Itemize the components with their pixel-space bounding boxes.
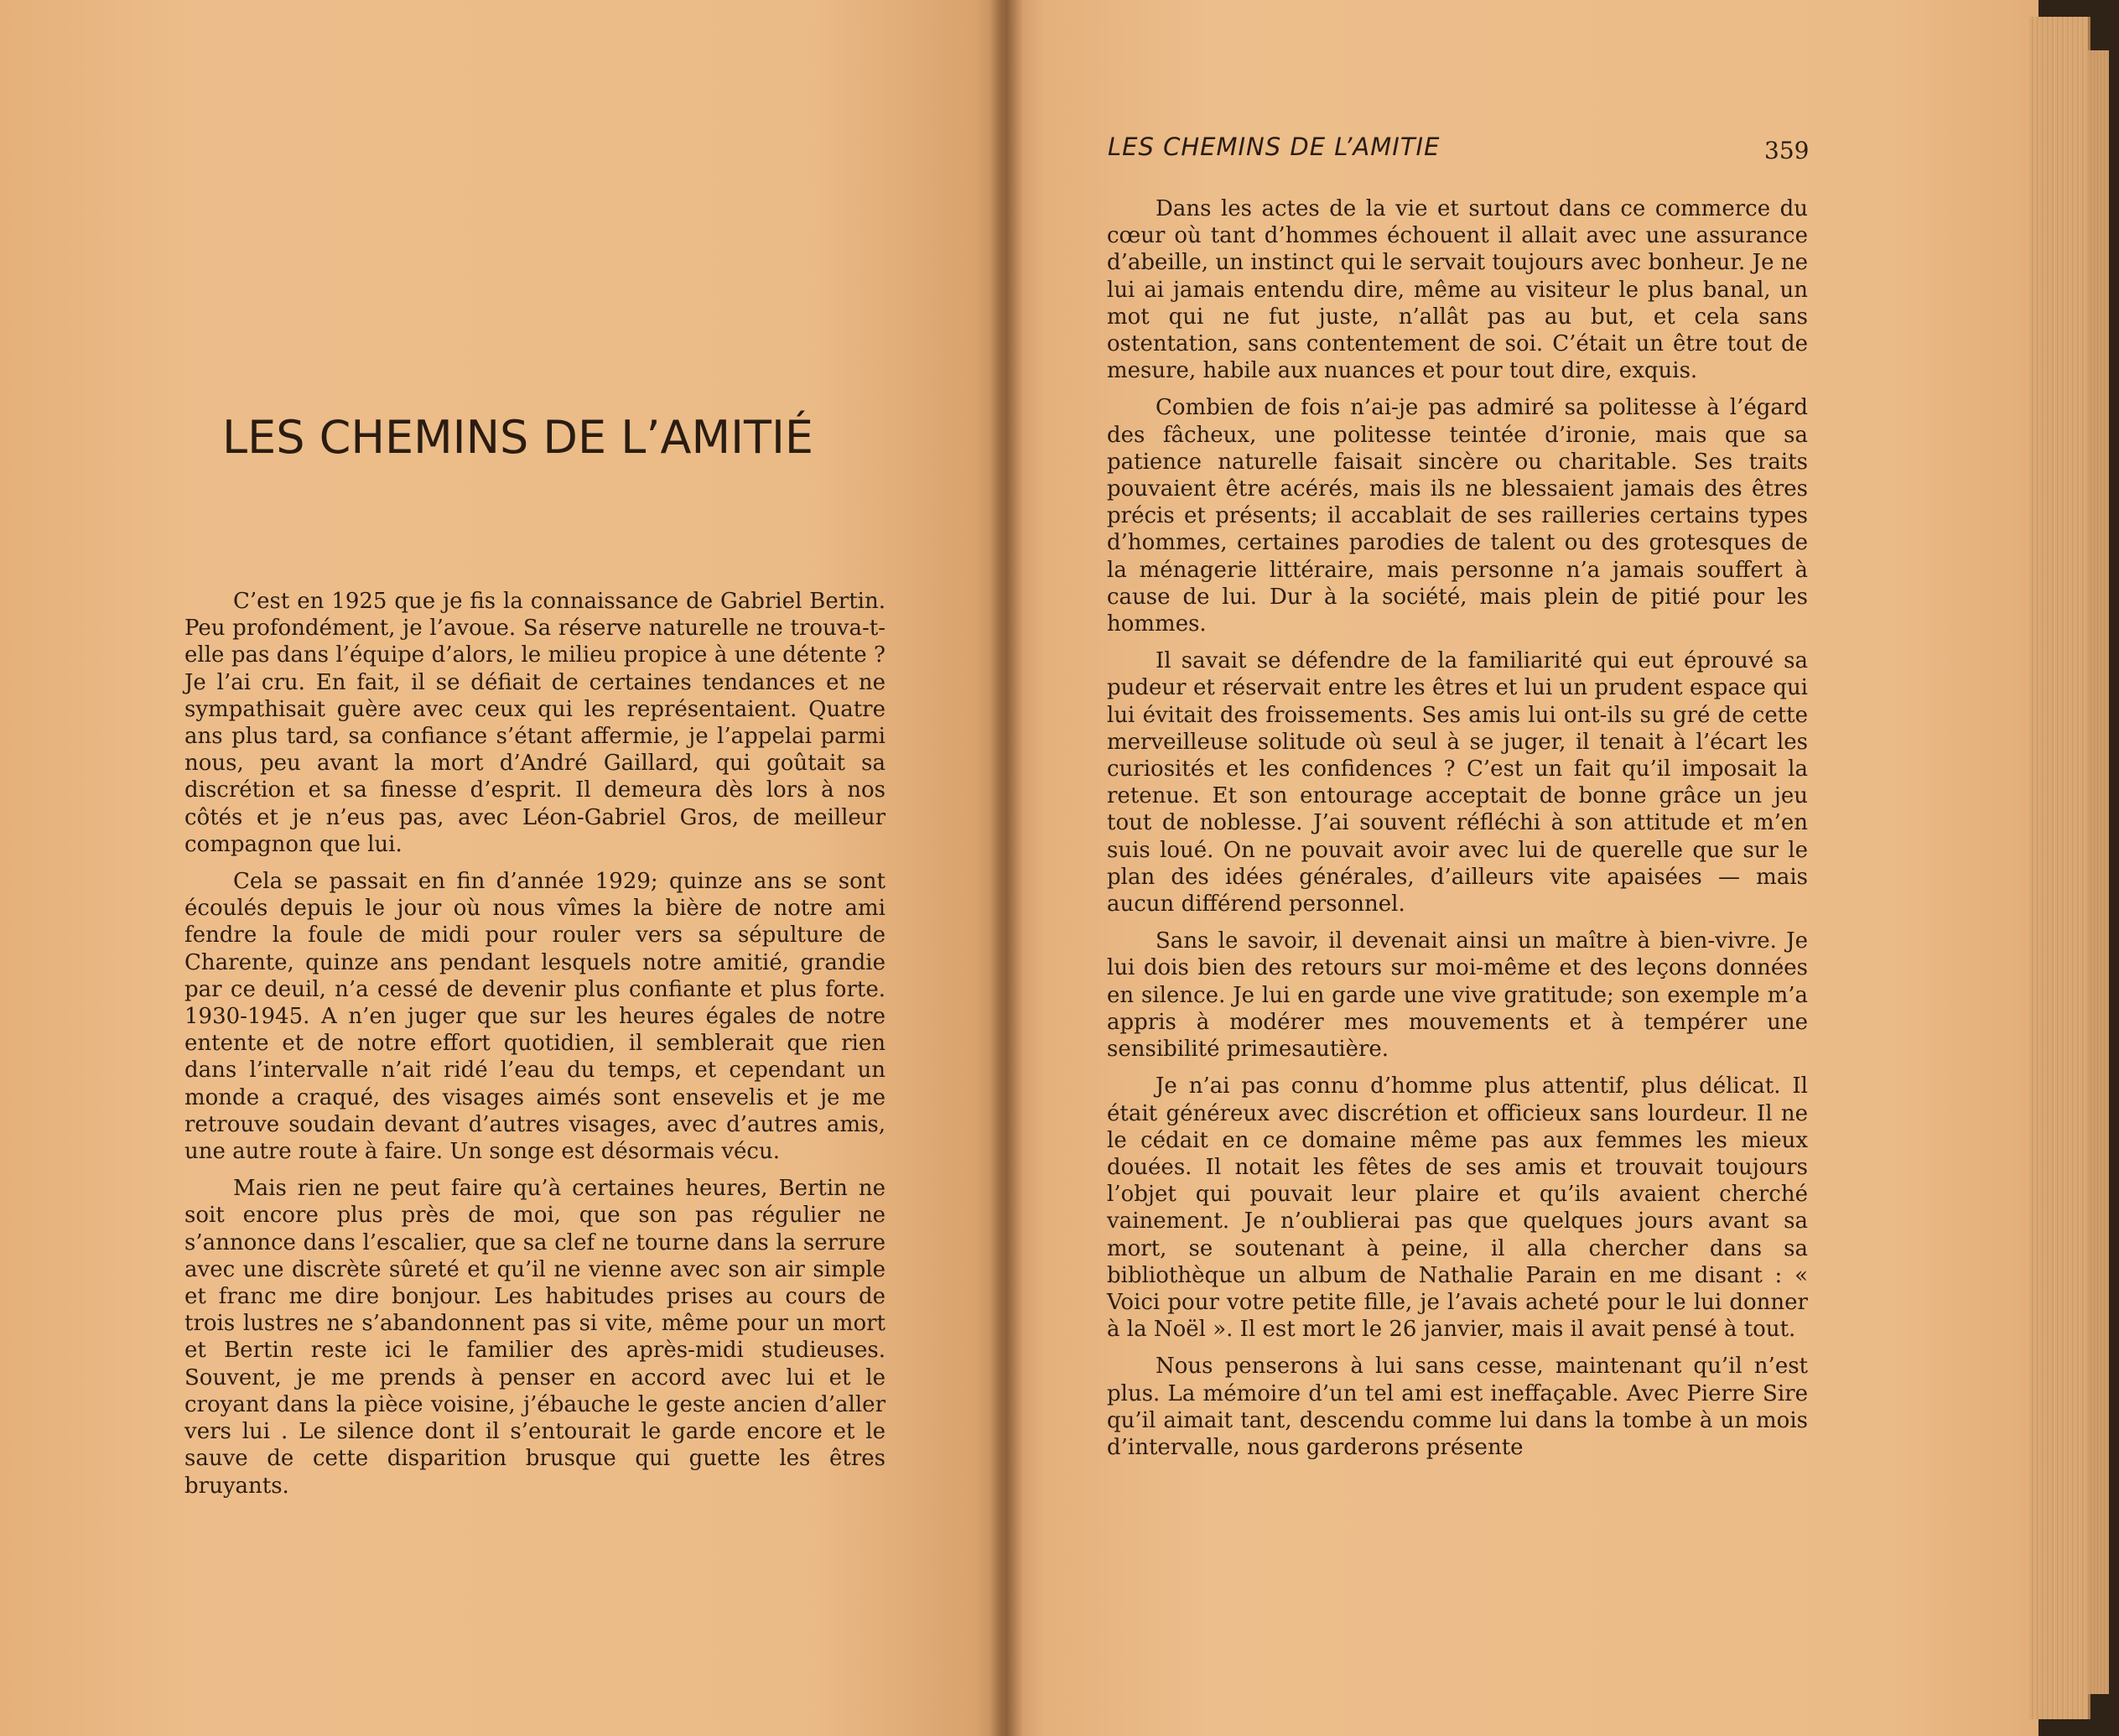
right-paragraph-1: Dans les actes de la vie et surtout dans ce commerce du cœur où tant d’hommes échouent il allait avec une assurance d’abeille, un instinct qui le servait toujours avec bonheur. Je ne lui ai jamais entendu dire, même au visiteur le plus banal, un mot qui ne fut juste, n’allât pas au but, et cela sans ostentation, sans contentement de soi. C’était un être tout de mesure, habile aux nuances et pour tout dire, exquis. <box>1107 196 1808 384</box>
right-paragraph-2: Combien de fois n’ai-je pas admiré sa politesse à l’égard des fâcheux, une politesse teintée d’ironie, mais que sa patience naturelle faisait sincère ou charitable. Ses traits pouvaient être acérés, mais ils ne blessaient jamais des êtres précis et présents; il accablait de ses railleries certains types d’hommes, certaines parodies de talent ou des grotesques de la ménagerie littéraire, mais personne n’a jamais souffert à cause de lui. Dur à la société, mais plein de pitié pour les hommes. <box>1107 395 1808 637</box>
left-paragraph-3: Mais rien ne peut faire qu’à certaines heures, Bertin ne soit encore plus près de moi, que son pas régulier ne s’annonce dans l’escalier, que sa clef ne tourne dans la serrure avec une discrète sûreté et qu’il ne vienne avec son air simple et franc me dire bonjour. Les habitudes prises au cours de trois lustres ne s’abandonnent pas si vite, même pour un mort et Bertin reste ici le familier des après-midi studieuses. Souvent, je me prends à penser en accord avec lui et le croyant dans la pièce voisine, j’ébauche le geste ancien d’aller vers lui . Le silence dont il s’entourait le garde encore et le sauve de cette disparition brusque qui guette les êtres bruyants. <box>184 1176 886 1499</box>
right-paragraph-5: Je n’ai pas connu d’homme plus attentif, plus délicat. Il était généreux avec discrétion et officieux sans lourdeur. Il ne le cédait en ce domaine même pas aux femmes les mieux douées. Il notait les fêtes de ses amis et trouvait toujours l’objet qui pouvait leur plaire et qu’ils avaient cherché vainement. Je n’oublierai pas que quelques jours avant sa mort, se soutenant à peine, il alla chercher dans sa bibliothèque un album de Nathalie Parain en me disant : « Voici pour votre petite fille, je l’avais acheté pour le lui donner à la Noël ». Il est mort le 26 janvier, mais il avait pensé à tout. <box>1107 1073 1808 1343</box>
left-paragraph-2: Cela se passait en fin d’année 1929; quinze ans se sont écoulés depuis le jour où nous vîmes la bière de notre ami fendre la foule de midi pour rouler vers sa sépulture de Charente, quinze ans pendant lesquels notre amitié, grandie par ce deuil, n’a cessé de devenir plus confiante et plus forte. 1930-1945. A n’en juger que sur les heures égales de notre entente et de notre effort quotidien, il semblerait que rien dans l’intervalle n’ait ridé l’eau du temps, et cependant un monde a craqué, des visages aimés sont ensevelis et je me retrouve soudain devant d’autres visages, avec d’autres amis, une autre route à faire. Un songe est désormais vécu. <box>184 869 886 1165</box>
left-paragraph-1: C’est en 1925 que je fis la connaissance de Gabriel Bertin. Peu profondément, je l’avoue. Sa réserve naturelle ne trouva-t-elle pas dans l’équipe d’alors, le milieu propice à une détente ? Je l’ai cru. En fait, il se défiait de certaines tendances et ne sympathisait guère avec ceux qui les représentaient. Quatre ans plus tard, sa confiance s’étant affermie, je l’appelai parmi nous, peu avant la mort d’André Gaillard, qui goûtait sa discrétion et sa finesse d’esprit. Il demeura dès lors à nos côtés et je n’eus pas, avec Léon-Gabriel Gros, de meilleur compagnon que lui. <box>184 589 886 857</box>
right-page-body <box>1107 195 1808 1471</box>
page-edges <box>2029 17 2090 1719</box>
chapter-title: LES CHEMINS DE L’AMITIÉ <box>222 411 814 464</box>
page-number: 359 <box>1764 137 1810 164</box>
left-page <box>0 0 1006 1736</box>
book-gutter <box>989 0 1023 1736</box>
right-paragraph-4: Sans le savoir, il devenait ainsi un maître à bien-vivre. Je lui dois bien des retours sur moi-même et des leçons données en silence. Je lui en garde une vive gratitude; son exemple m’a appris à modérer mes mouvements et à tempérer une sensibilité primesautière. <box>1107 928 1808 1063</box>
right-paragraph-6: Nous penserons à lui sans cesse, maintenant qu’il n’est plus. La mémoire d’un tel ami est ineffaçable. Avec Pierre Sire qu’il aimait tant, descendu comme lui dans la tombe à un mois d’intervalle, nous garderons présente <box>1107 1354 1808 1460</box>
right-paragraph-3: Il savait se défendre de la familiarité qui eut éprouvé sa pudeur et réservait entre les êtres et lui un prudent espace qui lui évitait des froissements. Ses amis lui ont-ils su gré de cette merveilleuse solitude où seul à se juger, il tenait à l’écart les curiosités et les confidences ? C’est un fait qu’il imposait la retenue. Et son entourage acceptait de bonne grâce un jeu tout de noblesse. J’ai souvent réfléchi à son attitude et m’en suis loué. On ne pouvait avoir avec lui de querelle que sur le plan des idées générales, d’ailleurs vite apaisées — mais aucun différend personnel. <box>1107 648 1808 917</box>
left-page-body <box>184 588 886 1510</box>
running-header: LES CHEMINS DE L’AMITIE <box>1108 133 1441 161</box>
page-edges-outer <box>2088 50 2109 1694</box>
